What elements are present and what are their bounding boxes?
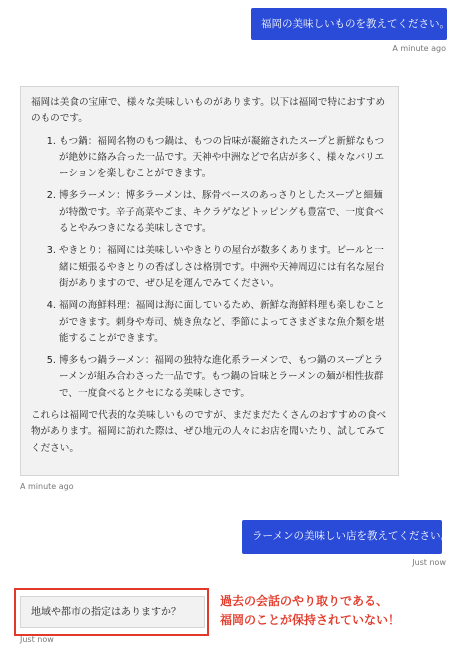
user-message-bubble xyxy=(251,8,450,40)
annotation-line: 過去の会話のやり取りである、 xyxy=(220,594,389,608)
message-timestamp: A minute ago xyxy=(392,44,446,53)
user-message-text: ラーメンの美味しい店を教えてください。 xyxy=(252,530,451,542)
annotation-text xyxy=(220,592,400,630)
message-timestamp: Just now xyxy=(20,635,54,644)
recommendation-list xyxy=(31,134,388,402)
assistant-message-text: 地域や都市の指定はありますか？ xyxy=(31,607,181,618)
assistant-message-bubble xyxy=(20,86,399,476)
user-message-bubble xyxy=(242,520,451,554)
list-item: 5. 博多もつ鍋ラーメン：福岡の独特な進化系ラーメンで、もつ鍋のスープとラーメンが組み合わさった一品です。もつ鍋の旨味とラーメンの麺が相性抜群で、一度食べるとクセになる美味しさです。 xyxy=(59,353,388,402)
assistant-intro-text: 福岡は美食の宝庫で、様々な美味しいものがあります。以下は福岡で特におすすめのものです。 xyxy=(31,97,386,125)
message-timestamp: Just now xyxy=(412,558,446,567)
annotation-line: 福岡のことが保持されていない！ xyxy=(220,613,401,627)
list-item: 2. 博多ラーメン：博多ラーメンは、豚骨ベースのあっさりとしたスープと細麺が特徴です。辛子高菜やごま、キクラゲなどトッピングも豊富で、一度食べるとやみつきになる美味しさです。 xyxy=(59,188,388,237)
list-item: 4. 福岡の海鮮料理：福岡は海に面しているため、新鮮な海鮮料理も楽しむことができます。刺身や寿司、焼き魚など、季節によってさまざまな魚介類を堪能することができます。 xyxy=(59,298,388,347)
message-timestamp: A minute ago xyxy=(20,482,74,491)
assistant-outro-text: これらは福岡で代表的な美味しいものですが、まだまだたくさんのおすすめの食べ物があります。福岡に訪れた際は、ぜひ地元の人々にお店を聞いたり、試してみてください。 xyxy=(31,410,387,454)
user-message-text: 福岡の美味しいものを教えてください。 xyxy=(261,18,450,30)
list-item: 1. もつ鍋：福岡名物のもつ鍋は、もつの旨味が凝縮されたスープと新鮮なもつが絶妙に絡み合った一品です。天神や中洲などで名店が多く、様々なバリエーションを楽しむことができます。 xyxy=(59,134,388,183)
assistant-message-bubble xyxy=(20,596,205,628)
list-item: 3. やきとり：福岡には美味しいやきとりの屋台が数多くあります。ビールと一緒に頬張るやきとりの香ばしさは格別です。中洲や天神周辺には有名な屋台街がありますので、ぜひ足を運んでみてください。 xyxy=(59,243,388,292)
